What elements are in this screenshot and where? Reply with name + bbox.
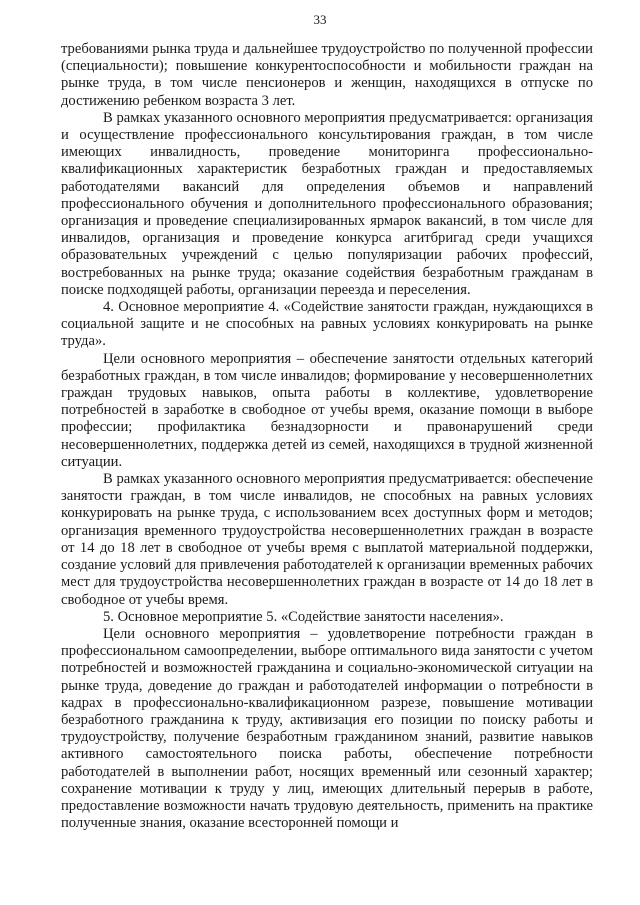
paragraph-4: Цели основного мероприятия – обеспечение занятости отдельных категорий безработных граждан, в том числе инвалидов; формирование у несовершеннолетних граждан трудовых навыков, опыта работы в коллективе, удовлетворение потребностей в заработке в свободное от учебы время, оказание помощи в выборе профессии; профилактика безнадзорности и правонарушений среди несовершеннолетних, поддержка детей из семей, находящихся в трудной жизненной ситуации. [61, 350, 593, 470]
page-number: 33 [313, 12, 327, 27]
paragraph-5: В рамках указанного основного мероприятия предусматривается: обеспечение занятости граждан, в том числе инвалидов, не способных на равных условиях конкурировать на рынке труда, с использованием всех доступных форм и методов; организация временного трудоустройства несовершеннолетних граждан в возрасте от 14 до 18 лет в свободное от учебы время с выплатой материальной поддержки, создание условий для привлечения работодателей к организации временных рабочих мест для трудоустройства несовершеннолетних граждан в возрасте от 14 до 18 лет в свободное от учебы время. [61, 471, 593, 608]
paragraph-3: 4. Основное мероприятие 4. «Содействие занятости граждан, нуждающихся в социальной защите и не способных на равных условиях конкурировать на рынке труда». [61, 299, 593, 350]
paragraph-7: Цели основного мероприятия – удовлетворение потребности граждан в профессиональном самоопределении, выборе оптимального вида занятости с учетом потребностей и возможностей гражданина и социально-экономической ситуации на рынке труда, доведение до граждан и работодателей информации о потребности в кадрах в профессионально-квалификационном разрезе, повышение мотивации безработного гражданина к труду, активизация его позиции по поиску работы и трудоустройству, получение безработным гражданином знаний, развитие навыков активного самостоятельного поиска работы, обеспечение потребности работодателей в выполнении работ, носящих временный или сезонный характер; сохранение мотивации к труду у лиц, имеющих длительный перерыв в работе, предоставление возможности начать трудовую деятельность, применить на практике полученные знания, оказание всесторонней помощи и [61, 625, 593, 832]
document-body [61, 41, 593, 832]
paragraph-1: требованиями рынка труда и дальнейшее трудоустройство по полученной профессии (специальности); повышение конкурентоспособности и мобильности граждан на рынке труда, в том числе пенсионеров и женщин, находящихся в отпуске по достижению ребенком возраста 3 лет. [61, 41, 593, 109]
paragraph-6: 5. Основное мероприятие 5. «Содействие занятости населения». [103, 608, 504, 625]
paragraph-2: В рамках указанного основного мероприятия предусматривается: организация и осуществление профессионального консультирования граждан, в том числе имеющих инвалидность, проведение мониторинга профессионально-квалификационных характеристик безработных граждан и предоставляемых работодателями вакансий для определения объемов и направлений профессионального обучения и дополнительного профессионального образования; организация и проведение специализированных ярмарок вакансий, в том числе для инвалидов, организация и проведение конкурса агитбригад среди учащихся образовательных учреждений с целью популяризации рабочих профессий, востребованных на рынке труда; оказание содействия безработным гражданам в поиске подходящей работы, организации переезда и переселения. [61, 109, 593, 298]
